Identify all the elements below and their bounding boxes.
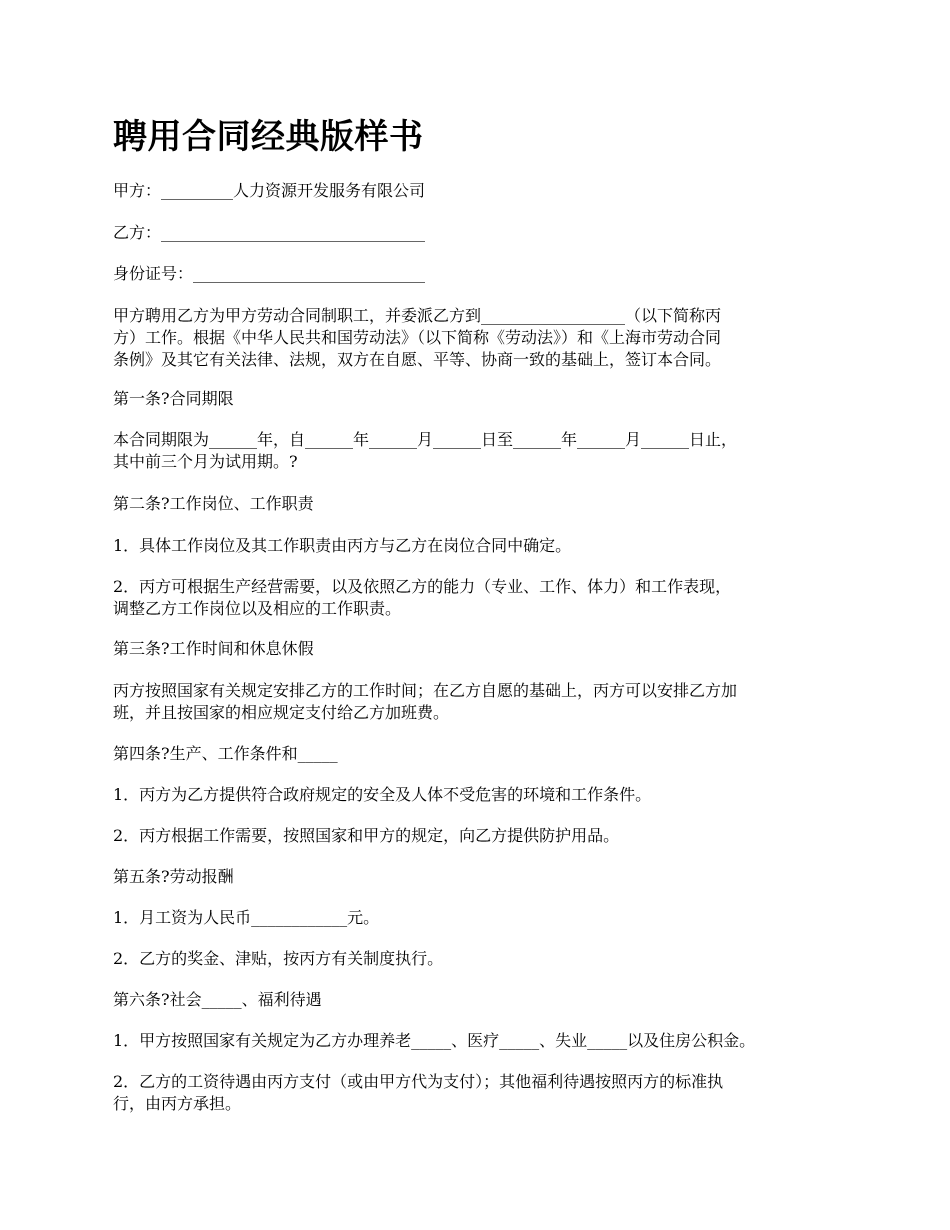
party-b-line: [113, 222, 853, 244]
text-line: 1．月工资为人民币____________元。: [113, 908, 380, 927]
text-line: 1．具体工作岗位及其工作职责由丙方与乙方在岗位合同中确定。: [113, 536, 572, 555]
article-6-heading: [113, 989, 853, 1011]
text-line: 1．甲方按照国家有关规定为乙方办理养老_____、医疗_____、失业_____以及住房公积金。: [113, 1031, 756, 1050]
text-line: 甲方聘用乙方为甲方劳动合同制职工，并委派乙方到__________________（以下简称丙: [113, 306, 722, 325]
article-2-item-2: [113, 576, 853, 620]
article-5-heading: [113, 866, 853, 888]
id-number-line: [113, 263, 853, 285]
text-line: 丙方按照国家有关规定安排乙方的工作时间；在乙方自愿的基础上，丙方可以安排乙方加: [113, 681, 738, 700]
text-line: 第一条?合同期限: [113, 389, 234, 408]
text-line: 2．乙方的奖金、津贴，按丙方有关制度执行。: [113, 949, 444, 968]
text-line: 调整乙方工作岗位以及相应的工作职责。: [113, 599, 402, 618]
article-6-item-2: [113, 1071, 853, 1115]
article-3-heading: [113, 638, 853, 660]
article-5-item-2: [113, 948, 853, 970]
article-1-body: [113, 429, 853, 473]
text-line: 甲方：_________人力资源开发服务有限公司: [113, 181, 426, 200]
text-line: 2．乙方的工资待遇由丙方支付（或由甲方代为支付）；其他福利待遇按照丙方的标准执: [113, 1072, 724, 1091]
text-line: 2．丙方可根据生产经营需要，以及依照乙方的能力（专业、工作、体力）和工作表现，: [113, 577, 732, 596]
article-4-item-1: [113, 784, 853, 806]
article-6-item-1: [113, 1030, 853, 1052]
article-1-heading: [113, 388, 853, 410]
text-line: 其中前三个月为试用期。?: [113, 452, 298, 471]
article-5-item-1: [113, 907, 853, 929]
text-line: 第二条?工作岗位、工作职责: [113, 494, 314, 513]
article-4-heading: [113, 743, 853, 765]
text-line: 乙方：_________________________________: [113, 223, 426, 242]
text-line: 本合同期限为______年，自______年______月______日至______年______月______日止，: [113, 430, 738, 449]
article-3-body: [113, 680, 853, 724]
text-line: 第三条?工作时间和休息休假: [113, 639, 314, 658]
text-line: 1．丙方为乙方提供符合政府规定的安全及人体不受危害的环境和工作条件。: [113, 785, 652, 804]
text-line: 条例》及其它有关法律、法规，双方在自愿、平等、协商一致的基础上，签订本合同。: [113, 350, 722, 369]
preamble-paragraph: [113, 305, 853, 371]
text-line: 班，并且按国家的相应规定支付给乙方加班费。: [113, 703, 450, 722]
text-line: 2．丙方根据工作需要，按照国家和甲方的规定，向乙方提供防护用品。: [113, 826, 620, 845]
text-line: 第五条?劳动报酬: [113, 867, 234, 886]
text-line: 方）工作。根据《中华人民共和国劳动法》（以下简称《劳动法》）和《上海市劳动合同: [113, 328, 722, 347]
party-a-line: [113, 180, 853, 202]
article-2-heading: [113, 493, 853, 515]
text-line: 身份证号：_____________________________: [113, 264, 426, 283]
article-2-item-1: [113, 535, 853, 557]
document-title: 聘用合同经典版样书: [113, 117, 424, 157]
text-line: 行，由丙方承担。: [113, 1094, 242, 1113]
text-line: 第六条?社会_____、福利待遇: [113, 990, 322, 1009]
article-4-item-2: [113, 825, 853, 847]
text-line: 第四条?生产、工作条件和_____: [113, 744, 338, 763]
